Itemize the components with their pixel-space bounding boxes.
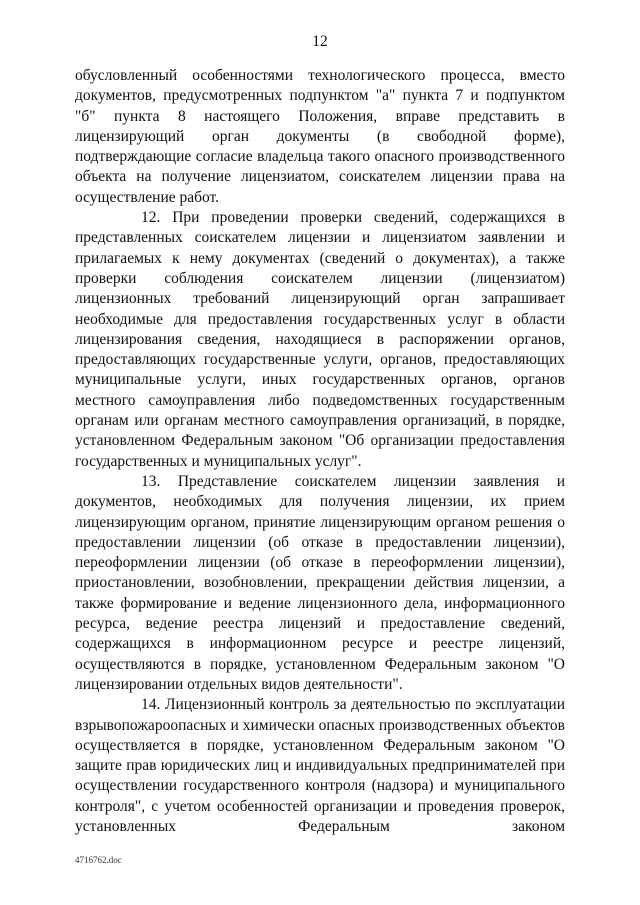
document-footer-code: 4716762.doc: [75, 855, 122, 865]
page-number: 12: [312, 33, 328, 50]
paragraph-continuation: обусловленный особенностями технологического процесса, вместо документов, предусмотренных подпунктом "а" пункта 7 и подпунктом "б" пункта 8 настоящего Положения, вправе представить в лицензирующий орган документы (в свободной форме), подтверждающие согласие владельца такого опасного производственного объекта на получение лицензиатом, соискателем лицензии права на осуществление работ.: [75, 67, 565, 206]
document-body: [75, 66, 565, 837]
paragraph-12: 12. При проведении проверки сведений, содержащихся в представленных соискателем лицензии и лицензиатом заявлении и прилагаемых к нему документах (сведений о документах), а также проверки соблюдения соискателем лицензии (лицензиатом) лицензионных требований лицензирующий орган запрашивает необходимые для предоставления государственных услуг в области лицензирования сведения, находящиеся в распоряжении органов, предоставляющих государственные услуги, органов, предоставляющих муниципальные услуги, иных государственных органов, органов местного самоуправления либо подведомственных государственным органам или органам местного самоуправления организаций, в порядке, установленном Федеральным законом "Об организации предоставления государственных и муниципальных услуг".: [75, 209, 565, 470]
paragraph-14: 14. Лицензионный контроль за деятельностью по эксплуатации взрывопожароопасных и химически опасных производственных объектов осуществляется в порядке, установленном Федеральным законом "О защите прав юридических лиц и индивидуальных предпринимателей при осуществлении государственного контроля (надзора) и муниципального контроля", с учетом особенностей организации и проведения проверок, установленных Федеральным законом: [75, 696, 565, 835]
paragraph-13: 13. Представление соискателем лицензии заявления и документов, необходимых для получения лицензии, их прием лицензирующим органом, принятие лицензирующим органом решения о предоставлении лицензии (об отказе в предоставлении лицензии), переоформлении лицензии (об отказе в переоформлении лицензии), приостановлении, возобновлении, прекращении действия лицензии, а также формирование и ведение лицензионного дела, информационного ресурса, ведение реестра лицензий и предоставление сведений, содержащихся в информационном ресурсе и реестре лицензий, осуществляются в порядке, установленном Федеральным законом "О лицензировании отдельных видов деятельности".: [75, 472, 565, 693]
